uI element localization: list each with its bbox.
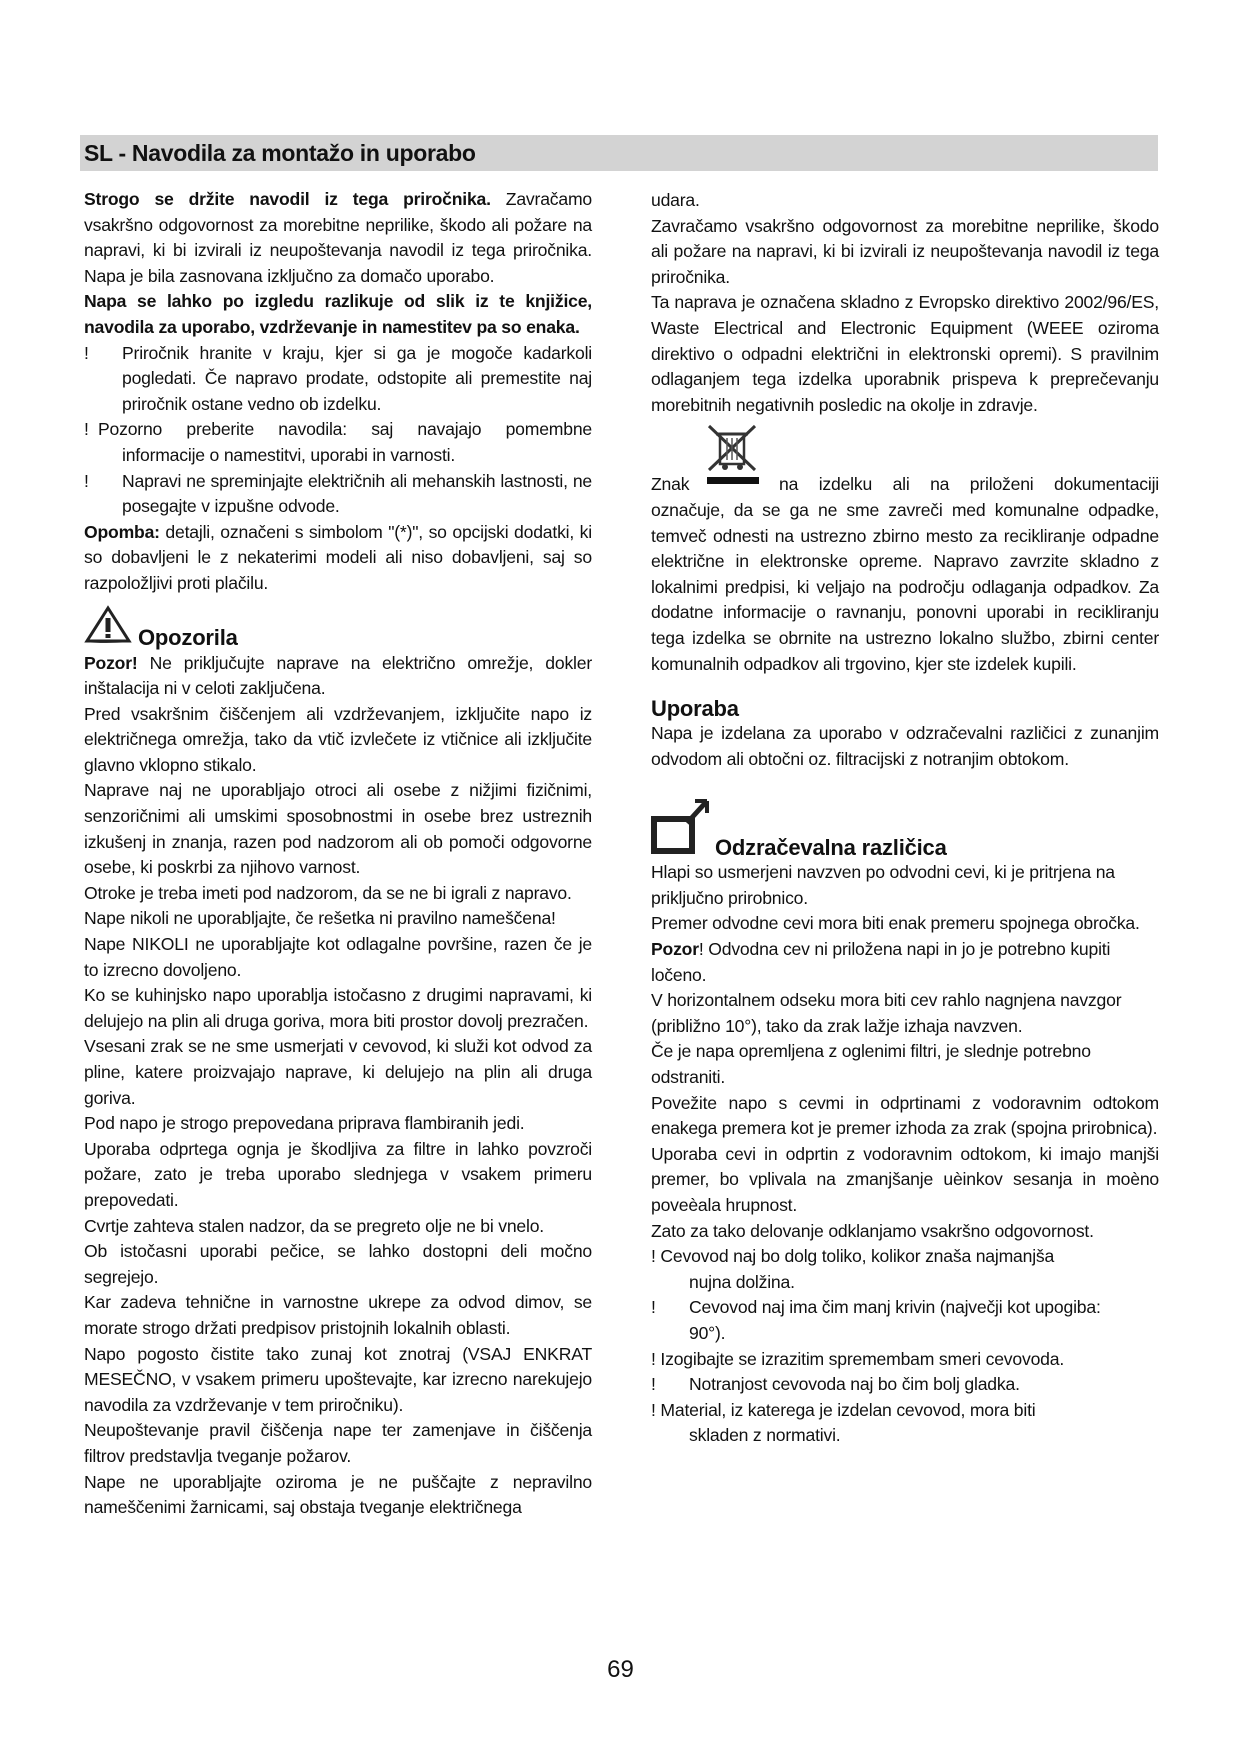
exclamation-mark: ! (651, 1297, 656, 1318)
exclamation-mark: ! (651, 1246, 656, 1267)
warning-triangle-icon (84, 605, 132, 651)
weee-directive-paragraph: Ta naprava je označena skladno z Evropsko direktivo 2002/96/ES, Waste Electrical and Electronic Equipment (WEEE oziroma direktivo o odpadni električni in elektronski opremi). S pravilnim odlaganjem tega izdelka uporabnik prispeva k preprečevanju morebitnih negativnih posledic na okolje in zdravje. (651, 292, 1159, 415)
vent-warn-label: Pozor (651, 939, 699, 960)
duct-bullet-cont: nujna dolžina. (689, 1271, 795, 1292)
bullet-text: Napravi ne spreminjajte električnih ali mehanskih lastnosti, ne posegajte v izpušne odvode. (122, 470, 592, 517)
exclamation-mark: ! (84, 470, 89, 491)
safety-paragraph: Napo pogosto čistite tako zunaj kot znotraj (VSAJ ENKRAT MESEČNO, v vsakem primeru upoštevajte, kar izrecno narekujejo navodila za vzdrževanje v tem priročniku). (84, 1343, 592, 1415)
right-column (651, 188, 1159, 1449)
usage-title: Uporaba (651, 695, 739, 721)
warn-paragraph (84, 651, 592, 702)
duct-bullet (651, 1372, 1159, 1398)
safety-paragraph: Kar zadeva tehnične in varnostne ukrepe za odvod dimov, se morate strogo držati predpisov pristojnih lokalnih oblasti. (84, 1292, 592, 1338)
intro-text: Zavračamo vsakršno odgovornost za morebitne neprilike, škodo ali požare na napravi, ki bi izvirali iz neupoštevanja navodil iz tega priročnika. Napa je bila zasnovana izključno za domačo uporabo. (84, 189, 592, 286)
safety-paragraph: Pod napo je strogo prepovedana priprava flambiranih jedi. (84, 1113, 525, 1134)
warn-text: Ne priključujte naprave na električno omrežje, dokler inštalacija ni v celoti zaključena. (84, 652, 592, 699)
vent-paragraph: Hlapi so usmerjeni navzven po odvodni cevi, ki je pritrjena na priključno prirobnico. (651, 862, 1115, 908)
note-paragraph (84, 520, 592, 597)
vent-paragraph: Premer odvodne cevi mora biti enak premeru spojnega obročka. (651, 913, 1140, 934)
warn-label: Pozor! (84, 652, 138, 673)
section-title: SL - Navodila za montažo in uporabo (84, 140, 476, 166)
crossed-bin-icon (705, 422, 759, 492)
exclamation-mark: ! (651, 1348, 656, 1369)
duct-bullet (651, 1398, 1159, 1449)
safety-paragraph: Uporaba odprtega ognja je škodljiva za filtre in lahko povzroči požare, zato je treba uporabo slednjega v vsakem primeru prepovedati. (84, 1138, 592, 1210)
duct-bullet (651, 1295, 1159, 1346)
vent-paragraph: Če je napa opremljena z oglenimi filtri, je slednje potrebno odstraniti. (651, 1041, 1091, 1088)
appearance-notice: Napa se lahko po izgledu razlikuje od slik iz te knjižice, navodila za uporabo, vzdrževanje in namestitev pa so enaka. (84, 291, 592, 337)
safety-paragraph: Ko se kuhinjsko napo uporablja istočasno z drugimi napravami, ki delujejo na plin ali druga goriva, mora biti prostor dovolj prezračen. (84, 985, 592, 1031)
safety-paragraph: Nape nikoli ne uporabljajte, če rešetka ni pravilno nameščena! (84, 908, 556, 929)
safety-paragraph: Cvrtje zahteva stalen nadzor, da se pregreto olje ne bi vnelo. (84, 1215, 544, 1236)
vent-heading (651, 798, 1159, 860)
intro-paragraph (84, 187, 592, 289)
warnings-heading (84, 609, 592, 651)
weee-symbol-row (651, 422, 1159, 484)
weee-paragraph: označuje, da se ga ne sme zavreči med komunalne odpadke, temveč odnesti na ustrezno zbirno mesto za recikliranje odpadne električne in elektronske opreme. Napravo zavrzite skladno z lokalnimi predpisi, ki veljajo na področju odlaganja odpadkov. Za dodatne informacije o ravnanju, ponovni uporabi in recikliranju tega izdelka se obrnite na ustrezno lokalno službo, zbirni center komunalnih odpadkov ali trgovino, kjer ste izdelek kupili. (651, 499, 1159, 674)
weee-pre: Znak (651, 474, 690, 495)
ducted-hood-icon (651, 799, 709, 861)
safety-paragraph: Nape ne uporabljajte oziroma je ne puščajte z nepravilno nameščenimi žarnicami, saj obstaja tveganje električnega (84, 1471, 592, 1518)
left-column (84, 187, 592, 1521)
warnings-title: Opozorila (138, 624, 238, 650)
safety-paragraph: Ob istočasni uporabi pečice, se lahko dostopni deli močno segrejejo. (84, 1241, 592, 1287)
bullet-item (84, 469, 592, 520)
usage-paragraph: Napa je izdelana za uporabo v odzračevalni različici z zunanjim odvodom ali obtočni oz. filtracijski z notranjim obtokom. (651, 723, 1159, 769)
bullet-item (84, 341, 592, 418)
exclamation-mark: ! (651, 1374, 656, 1395)
duct-bullet-text: Notranjost cevovoda naj bo čim bolj gladka. (689, 1374, 1020, 1395)
safety-paragraph: Otroke je treba imeti pod nadzorom, da se ne bi igrali z napravo. (84, 882, 572, 903)
duct-bullet-text: Cevovod naj ima čim manj krivin (največji kot upogiba: (689, 1297, 1101, 1318)
duct-bullet (651, 1244, 1159, 1295)
vent-paragraph: Povežite napo s cevmi in odprtinami z vodoravnim odtokom enakega premera kot je premer izhoda za zrak (spojna prirobnica). (651, 1092, 1159, 1139)
bullet-text: Priročnik hranite v kraju, kjer si ga je mogoče kadarkoli pogledati. Če napravo prodate, odstopite ali premestite naj priročnik ostane vedno ob izdelku. (122, 342, 592, 414)
exclamation-mark: ! (84, 419, 89, 440)
safety-paragraph: Vsesani zrak se ne sme usmerjati v cevovod, ki služi kot odvod za pline, katere proizvajajo naprave, ki delujejo na plin ali druga goriva. (84, 1036, 592, 1108)
safety-paragraph: Naprave naj ne uporabljajo otroci ali osebe z nižjimi fizičnimi, senzoričnimi ali umskimi sposobnostmi in osebe brez ustreznih izkušenj in znanja, razen pod nadzorom ali ob pomoči odgovorne osebe, ki poskrbi za njihovo varnost. (84, 780, 592, 878)
duct-bullet-text: Cevovod naj bo dolg toliko, kolikor znaša najmanjša (660, 1246, 1055, 1267)
vent-warn-paragraph (651, 937, 1159, 988)
bullet-item (84, 417, 592, 468)
bullet-text: Pozorno preberite navodila: saj navajajo pomembne (98, 419, 592, 440)
note-label: Opomba: (84, 521, 160, 542)
continuation-text: udara. (651, 190, 700, 210)
intro-bold: Strogo se držite navodil iz tega priročnika. (84, 189, 491, 209)
duct-bullet-cont: 90°). (689, 1322, 726, 1343)
vent-warn-text: ! Odvodna cev ni priložena napi in jo je potrebno kupiti ločeno. (651, 939, 1111, 985)
safety-paragraph: Nape NIKOLI ne uporabljajte kot odlagalne površine, razen če je to izrecno dovoljeno. (84, 934, 592, 980)
duct-bullet-text: Izogibajte se izrazitim spremembam smeri cevovoda. (660, 1348, 1065, 1369)
liability-paragraph: Zavračamo vsakršno odgovornost za morebitne neprilike, škodo ali požare na napravi, ki bi izvirali iz neupoštevanja navodil iz tega priročnika. (651, 215, 1159, 287)
usage-heading (651, 691, 1159, 721)
duct-bullet-cont: skladen z normativi. (689, 1425, 841, 1446)
exclamation-mark: ! (651, 1399, 656, 1420)
duct-bullet (651, 1347, 1159, 1373)
page-number: 69 (607, 1656, 634, 1683)
vent-paragraph: V horizontalnem odseku mora biti cev rahlo nagnjena navzgor (približno 10°), tako da zrak lažje izhaja navzven. (651, 990, 1122, 1036)
safety-paragraph: Pred vsakršnim čiščenjem ali vzdrževanjem, izključite napo iz električnega omrežja, tako da vtič izvlečete iz vtičnice ali izključite glavno vklopno stikalo. (84, 703, 592, 775)
vent-paragraph: Zato za tako delovanje odklanjamo vsakršno odgovornost. (651, 1220, 1094, 1241)
safety-paragraph: Neupoštevanje pravil čiščenja nape ter zamenjave in čiščenja filtrov predstavlja tveganje požarov. (84, 1420, 592, 1466)
duct-bullet-text: Material, iz katerega je izdelan cevovod, mora biti (660, 1399, 1036, 1420)
note-text: detajli, označeni s simbolom "(*)", so opcijski dodatki, ki so dobavljeni le z nekaterimi modeli ali niso dobavljeni, saj so razpoložljivi proti plačilu. (84, 521, 592, 593)
bullet-text-cont: informacije o namestitvi, uporabi in varnosti. (122, 444, 456, 465)
section-header (80, 135, 1158, 171)
vent-paragraph: Uporaba cevi in odprtin z vodoravnim odtokom, ki imajo manjši premer, bo vplivala na zmanjšanje uèinkov sesanja in moèno poveèala hrupnost. (651, 1143, 1159, 1215)
weee-post: na izdelku ali na priloženi dokumentaciji (779, 474, 1159, 495)
vent-title: Odzračevalna različica (715, 834, 947, 860)
exclamation-mark: ! (84, 342, 89, 363)
